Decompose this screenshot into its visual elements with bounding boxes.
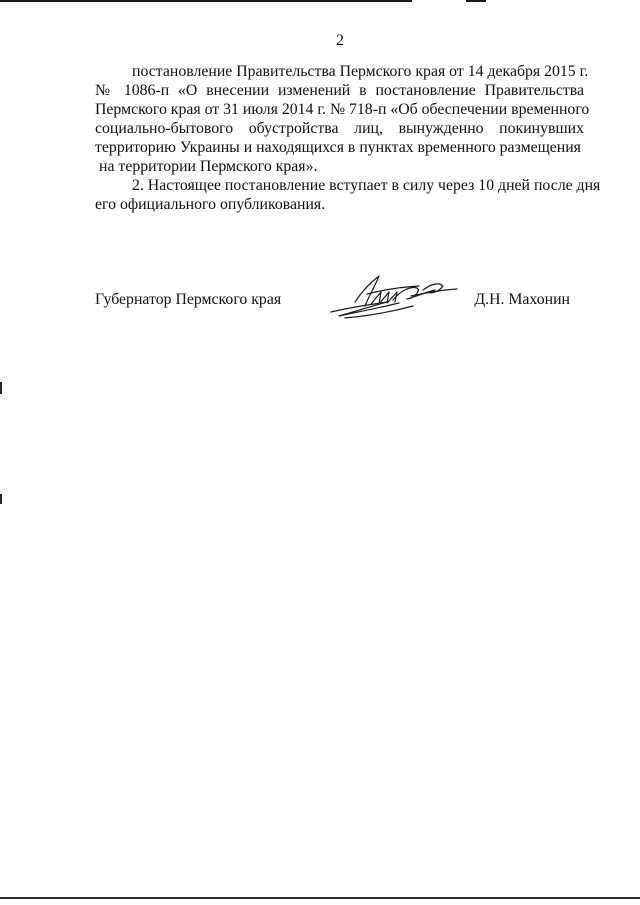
scan-line-segment xyxy=(0,0,412,2)
paragraph-2 xyxy=(95,176,601,214)
text-line: его официального опубликования. xyxy=(95,196,326,213)
scan-line-segment xyxy=(466,0,486,2)
scan-edge-bottom xyxy=(0,897,640,899)
handwritten-signature xyxy=(327,272,459,322)
text-line: социально-бытового обустройства лиц, вынужденно покинувших xyxy=(95,120,584,137)
scan-edge-top xyxy=(0,0,640,2)
text-line: № 1086-п «О внесении изменений в постановление Правительства xyxy=(95,82,584,99)
signature-block xyxy=(95,290,570,330)
page-number: 2 xyxy=(336,32,344,49)
signer-name: Д.Н. Махонин xyxy=(474,291,570,308)
signer-title: Губернатор Пермского края xyxy=(95,291,282,308)
text-line: постановление Правительства Пермского края от 14 декабря 2015 г. xyxy=(132,63,589,80)
scan-edge-mark xyxy=(0,382,2,394)
text-line: 2. Настоящее постановление вступает в силу через 10 дней после дня xyxy=(132,177,601,194)
text-line: на территории Пермского края». xyxy=(99,158,318,175)
paragraph-1 xyxy=(95,62,590,176)
document-body xyxy=(95,62,601,214)
text-line: Пермского края от 31 июля 2014 г. № 718-п «Об обеспечении временного xyxy=(95,101,590,118)
scan-edge-mark xyxy=(0,494,2,504)
text-line: территорию Украины и находящихся в пунктах временного размещения xyxy=(95,139,581,156)
